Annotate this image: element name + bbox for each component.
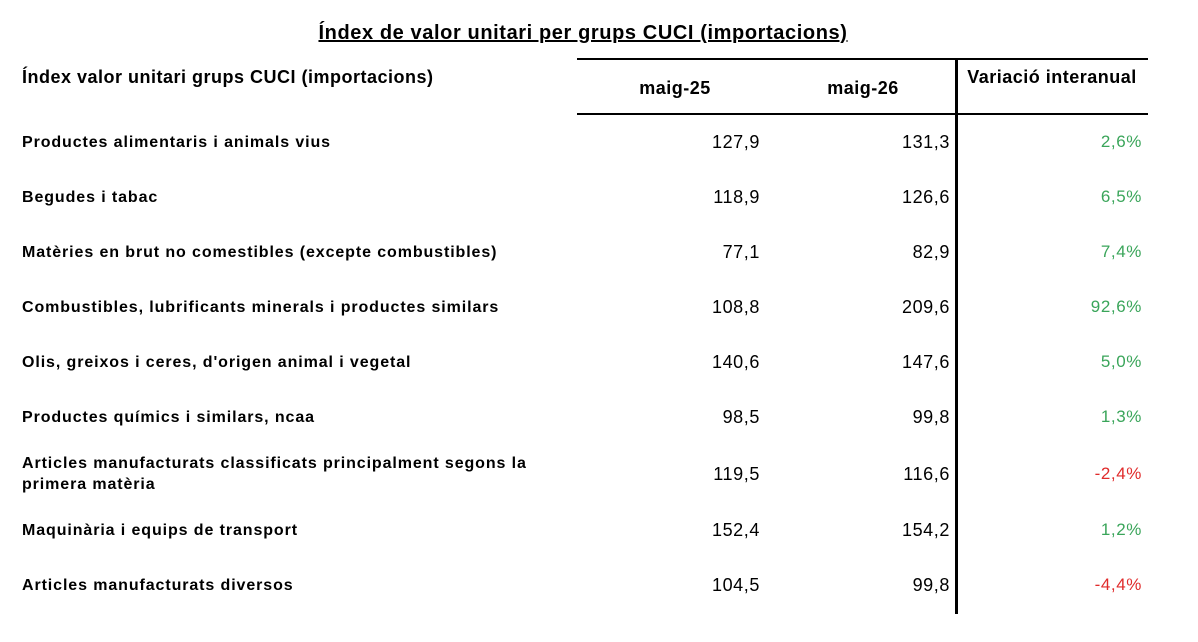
value-variacio: 7,4% (1100, 242, 1142, 261)
row-label: Articles manufacturats classificats principalment segons la primera matèria (22, 455, 527, 493)
table-row (0, 227, 1198, 277)
value-variacio: 2,6% (1100, 132, 1142, 151)
header-row-label: Índex valor unitari grups CUCI (importacions) (22, 67, 434, 87)
value-maig-26: 99,8 (912, 406, 950, 427)
value-variacio: -2,4% (1094, 464, 1142, 483)
header-col-variacio: Variació interanual (967, 67, 1137, 87)
value-maig-25: 108,8 (711, 296, 760, 317)
value-variacio: 1,2% (1100, 520, 1142, 539)
value-maig-25: 104,5 (711, 574, 760, 595)
value-variacio: 6,5% (1100, 187, 1142, 206)
row-label: Matèries en brut no comestibles (excepte combustibles) (22, 243, 498, 261)
header-col-maig-25: maig-25 (639, 78, 711, 98)
table-row (0, 117, 1198, 167)
table-row (0, 172, 1198, 222)
row-label: Olis, greixos i ceres, d'origen animal i vegetal (22, 353, 412, 371)
value-maig-26: 209,6 (901, 296, 950, 317)
table-row (0, 392, 1198, 442)
value-maig-25: 152,4 (711, 519, 760, 540)
row-label: Productes alimentaris i animals vius (22, 133, 331, 151)
value-maig-26: 131,3 (901, 131, 950, 152)
row-label: Articles manufacturats diversos (22, 576, 294, 594)
header-bottom-rule (577, 113, 1148, 115)
value-maig-25: 140,6 (711, 351, 760, 372)
value-maig-26: 116,6 (903, 463, 950, 484)
value-maig-26: 99,8 (912, 574, 950, 595)
value-maig-25: 127,9 (711, 131, 760, 152)
row-label: Maquinària i equips de transport (22, 521, 298, 539)
header-col-maig-26: maig-26 (827, 78, 899, 98)
table-row (0, 560, 1198, 610)
row-label: Begudes i tabac (22, 188, 159, 206)
value-maig-26: 126,6 (901, 186, 950, 207)
table-row (0, 282, 1198, 332)
header-top-rule (577, 58, 1148, 60)
value-variacio: -4,4% (1094, 575, 1142, 594)
value-maig-26: 147,6 (901, 351, 950, 372)
row-label: Productes químics i similars, ncaa (22, 408, 315, 426)
table-row (0, 337, 1198, 387)
table-row (0, 505, 1198, 555)
value-maig-25: 77,1 (722, 241, 760, 262)
value-maig-26: 82,9 (912, 241, 950, 262)
value-variacio: 92,6% (1090, 297, 1142, 316)
value-maig-25: 98,5 (722, 406, 760, 427)
value-variacio: 1,3% (1100, 407, 1142, 426)
table-row (0, 449, 1198, 499)
value-maig-26: 154,2 (901, 519, 950, 540)
row-label: Combustibles, lubrificants minerals i productes similars (22, 298, 500, 316)
value-variacio: 5,0% (1100, 352, 1142, 371)
value-maig-25: 118,9 (713, 186, 760, 207)
value-maig-25: 119,5 (713, 463, 760, 484)
table-title: Índex de valor unitari per grups CUCI (importacions) (318, 22, 848, 44)
